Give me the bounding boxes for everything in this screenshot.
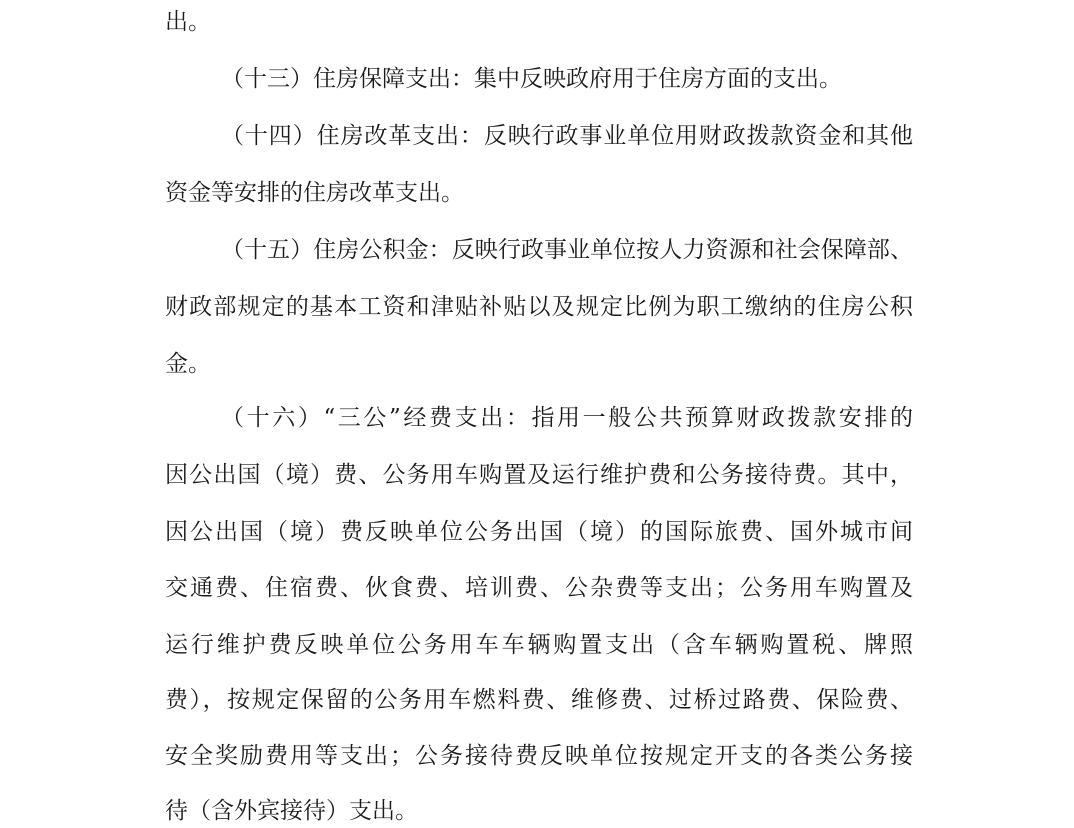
paragraph-15-line-1: （十五）住房公积金：反映行政事业单位按人力资源和社会保障部、	[221, 237, 913, 263]
paragraph-16-line-2: 因公出国（境）费、公务用车购置及运行维护费和公务接待费。其中，	[165, 462, 913, 488]
text-line-1: 出。	[165, 9, 211, 35]
paragraph-16-line-7: 安全奖励费用等支出；公务接待费反映单位按规定开支的各类公务接	[165, 743, 913, 769]
paragraph-16-line-6: 费），按规定保留的公务用车燃料费、维修费、过桥过路费、保险费、	[165, 687, 913, 713]
paragraph-16-line-5: 运行维护费反映单位公务用车车辆购置支出（含车辆购置税、牌照	[165, 632, 913, 658]
paragraph-14-line-1: （十四）住房改革支出：反映行政事业单位用财政拨款资金和其他	[221, 123, 913, 149]
paragraph-16-line-1: （十六）“三公”经费支出：指用一般公共预算财政拨款安排的	[221, 405, 913, 431]
paragraph-16-line-3: 因公出国（境）费反映单位公务出国（境）的国际旅费、国外城市间	[165, 519, 913, 545]
paragraph-14-line-2: 资金等安排的住房改革支出。	[165, 180, 464, 206]
paragraph-16-line-4: 交通费、住宿费、伙食费、培训费、公杂费等支出；公务用车购置及	[165, 575, 913, 601]
paragraph-16-line-8: 待（含外宾接待）支出。	[165, 798, 418, 824]
paragraph-13: （十三）住房保障支出：集中反映政府用于住房方面的支出。	[221, 66, 842, 92]
paragraph-15-line-3: 金。	[165, 351, 211, 377]
paragraph-15-line-2: 财政部规定的基本工资和津贴补贴以及规定比例为职工缴纳的住房公积	[165, 294, 913, 320]
